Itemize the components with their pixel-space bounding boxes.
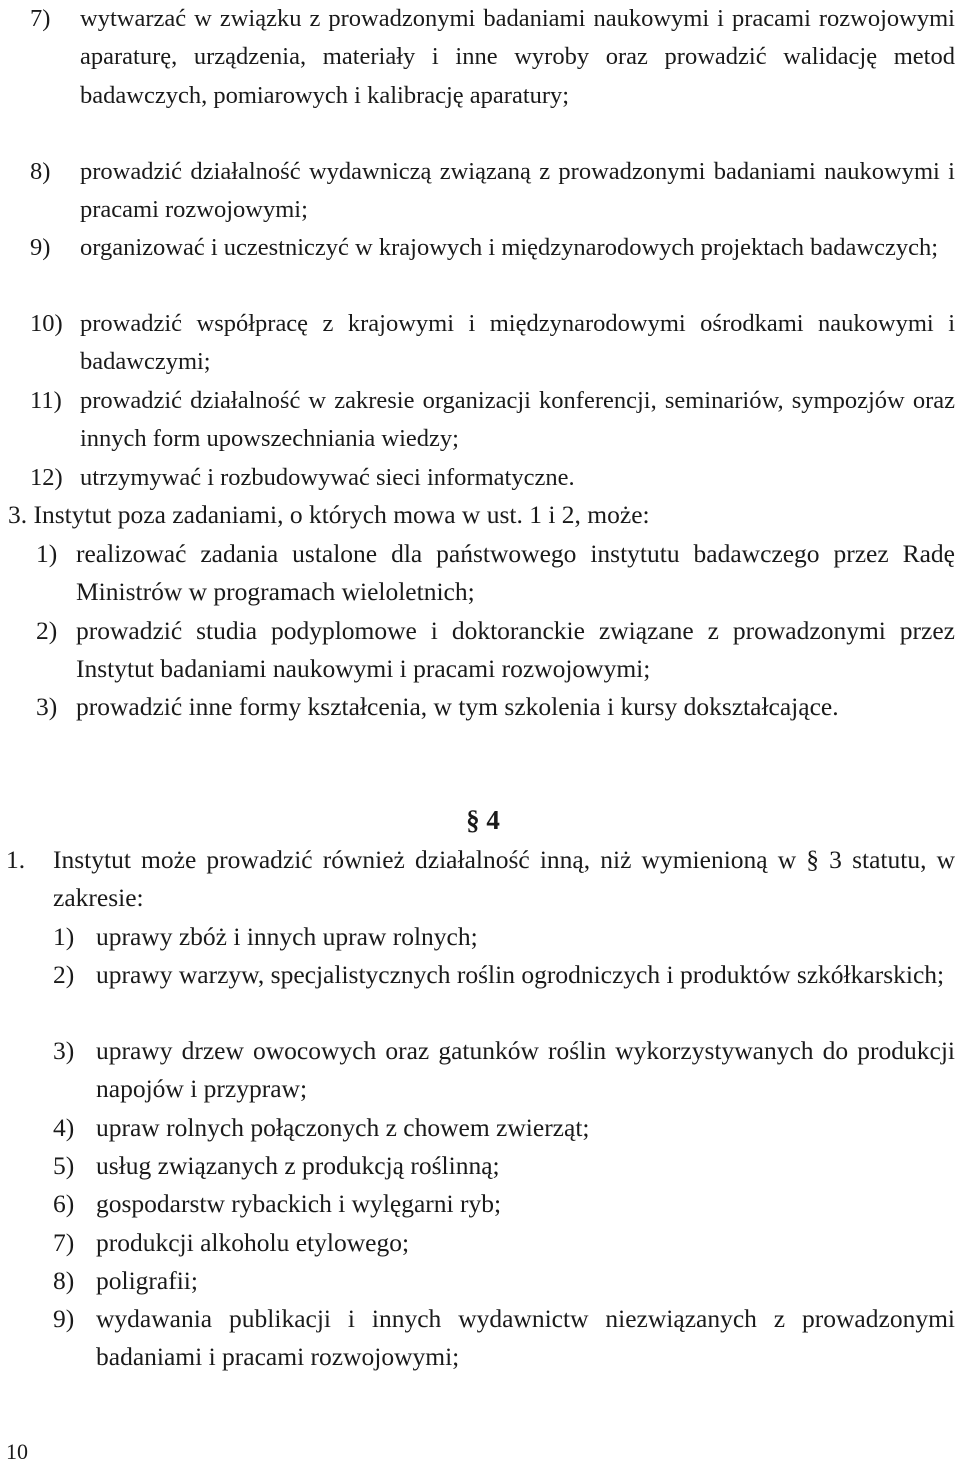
list-item — [30, 229, 955, 267]
list-item-number: 3) — [53, 1036, 75, 1065]
list-item — [53, 1032, 955, 1108]
list-item-number: 6) — [53, 1189, 75, 1218]
list-item — [53, 956, 955, 994]
list-item-text: wytwarzać w związku z prowadzonymi badaniami naukowymi i pracami rozwojowymi aparaturę, urządzenia, materiały i inne wyroby oraz prowadzić walidację metod badawczych, pomiarowych i kalibrację aparatury; — [80, 5, 955, 109]
list-item-number: 11) — [30, 387, 62, 414]
paragraph-3: 3. Instytut poza zadaniami, o których mowa w ust. 1 i 2, może: — [8, 500, 650, 529]
list-item — [53, 1185, 955, 1223]
paragraph-text: Instytut może prowadzić również działalność inną, niż wymienioną w § 3 statutu, w zakresie: — [53, 845, 955, 913]
list-item-text: realizować zadania ustalone dla państwowego instytutu badawczego przez Radę Ministrów w programach wieloletnich; — [76, 539, 955, 607]
list-item-number: 12) — [30, 464, 63, 491]
list-item-number: 2) — [36, 616, 58, 645]
list-item-number: 9) — [53, 1304, 75, 1333]
list-item — [30, 382, 955, 459]
list-item-text: prowadzić inne formy kształcenia, w tym szkolenia i kursy dokształcające. — [76, 692, 839, 721]
list-item-text: upraw rolnych połączonych z chowem zwierząt; — [96, 1113, 590, 1142]
list-item-number: 10) — [30, 310, 63, 337]
section-title: § 4 — [466, 805, 500, 835]
list-item-number: 3) — [36, 692, 58, 721]
list-item-number: 1) — [36, 539, 58, 568]
list-item-text: wydawania publikacji i innych wydawnictw niezwiązanych z prowadzonymi badaniami i pracami rozwojowymi; — [96, 1304, 955, 1372]
list-item — [53, 918, 955, 956]
list-item — [36, 535, 955, 612]
list-item — [30, 459, 955, 497]
list-item-text: prowadzić współpracę z krajowymi i międzynarodowymi ośrodkami naukowymi i badawczymi; — [80, 310, 955, 376]
list-item-number: 8) — [30, 158, 51, 185]
list-item — [53, 1300, 955, 1376]
list-item-text: prowadzić działalność wydawniczą związaną z prowadzonymi badaniami naukowymi i pracami rozwojowymi; — [80, 158, 955, 224]
list-item — [36, 612, 955, 689]
page-number: 10 — [6, 1439, 28, 1464]
list-item-number: 1) — [53, 922, 75, 951]
list-item-text: poligrafii; — [96, 1266, 198, 1295]
paragraph-number: 1. — [6, 845, 26, 874]
list-item — [30, 153, 955, 230]
list-item-number: 9) — [30, 234, 51, 261]
list-item-text: organizować i uczestniczyć w krajowych i międzynarodowych projektach badawczych; — [80, 234, 939, 261]
list-item — [30, 0, 955, 115]
list-item — [53, 1109, 955, 1147]
list-item-text: prowadzić działalność w zakresie organizacji konferencji, seminariów, sympozjów oraz innych form upowszechniania wiedzy; — [80, 387, 955, 453]
list-item — [53, 1147, 955, 1185]
list-item-number: 7) — [30, 5, 51, 32]
list-item-number: 5) — [53, 1151, 75, 1180]
list-item-number: 2) — [53, 960, 75, 989]
list-item-number: 8) — [53, 1266, 75, 1295]
paragraph-1 — [6, 841, 955, 917]
list-item — [53, 1224, 955, 1262]
list-item — [36, 688, 955, 726]
list-item — [30, 305, 955, 382]
list-item-number: 7) — [53, 1228, 75, 1257]
list-item-text: uprawy zbóż i innych upraw rolnych; — [96, 922, 478, 951]
list-item-text: uprawy warzyw, specjalistycznych roślin ogrodniczych i produktów szkółkarskich; — [96, 960, 945, 989]
list-item-number: 4) — [53, 1113, 75, 1142]
list-item-text: produkcji alkoholu etylowego; — [96, 1228, 410, 1257]
list-item-text: gospodarstw rybackich i wylęgarni ryb; — [96, 1189, 502, 1218]
list-item — [53, 1262, 955, 1300]
list-item-text: usług związanych z produkcją roślinną; — [96, 1151, 500, 1180]
list-item-text: utrzymywać i rozbudowywać sieci informatyczne. — [80, 464, 575, 491]
list-item-text: prowadzić studia podyplomowe i doktoranckie związane z prowadzonymi przez Instytut badaniami naukowymi i pracami rozwojowymi; — [76, 616, 955, 684]
list-item-text: uprawy drzew owocowych oraz gatunków roślin wykorzystywanych do produkcji napojów i przypraw; — [96, 1036, 955, 1104]
